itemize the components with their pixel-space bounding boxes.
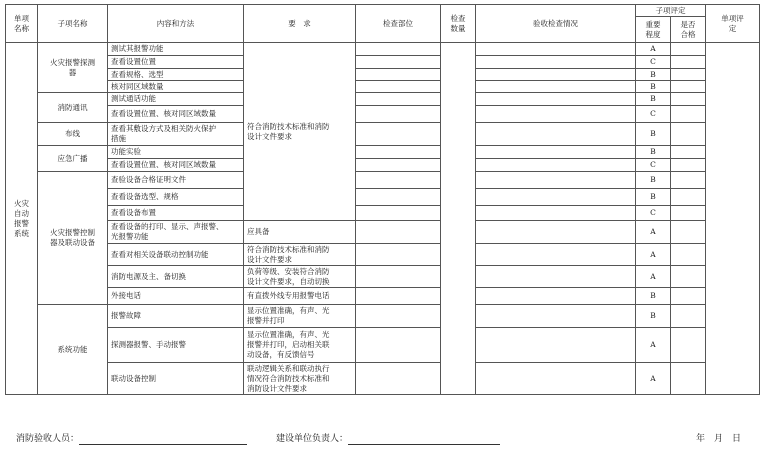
qualified-cell <box>671 43 706 56</box>
header-content-method: 内容和方法 <box>108 5 244 43</box>
inspector-label: 消防验收人员： <box>16 434 80 444</box>
requirement-cell: 显示位置准确，有声、光 报警并打印 <box>244 305 356 328</box>
content-method-cell: 功能实验 <box>108 146 244 159</box>
qualified-cell <box>671 244 706 266</box>
header-acceptance: 验收检查情况 <box>476 5 636 43</box>
acceptance-cell <box>476 221 636 244</box>
header-unit-name: 单项 名称 <box>6 5 38 43</box>
importance-grade-cell: B <box>636 93 671 106</box>
qualified-cell <box>671 159 706 172</box>
sub-item-name-cell: 布线 <box>38 123 108 146</box>
check-part-cell <box>356 56 441 69</box>
importance-grade-cell: C <box>636 206 671 221</box>
content-method-cell: 测试通话功能 <box>108 93 244 106</box>
table-row <box>6 288 760 305</box>
check-part-cell <box>356 363 441 395</box>
sub-item-name-cell: 系统功能 <box>38 305 108 395</box>
header-importance: 重要 程度 <box>636 17 671 43</box>
importance-grade-cell: C <box>636 56 671 69</box>
qualified-cell <box>671 221 706 244</box>
requirement-cell: 负荷等级、安装符合消防 设计文件要求，自动切换 <box>244 266 356 288</box>
content-method-cell: 查看设备的打印、显示、声报警、 光报警功能 <box>108 221 244 244</box>
page-top-margin <box>0 0 764 4</box>
acceptance-cell <box>476 81 636 93</box>
footer-date: 年 月 日 <box>696 434 742 444</box>
content-method-cell: 查看设置位置、核对同区域数量 <box>108 106 244 123</box>
qualified-cell <box>671 288 706 305</box>
table-row <box>6 43 760 56</box>
table-row <box>6 93 760 106</box>
table-row <box>6 123 760 146</box>
qualified-cell <box>671 305 706 328</box>
table-row <box>6 69 760 81</box>
check-part-cell <box>356 288 441 305</box>
importance-grade-cell: A <box>636 221 671 244</box>
importance-grade-cell: B <box>636 69 671 81</box>
qualified-cell <box>671 189 706 206</box>
importance-grade-cell: B <box>636 189 671 206</box>
requirement-cell: 联动逻辑关系和联动执行 情况符合消防技术标准和 消防设计文件要求 <box>244 363 356 395</box>
acceptance-cell <box>476 172 636 189</box>
acceptance-cell <box>476 244 636 266</box>
qualified-cell <box>671 123 706 146</box>
table-row <box>6 56 760 69</box>
check-part-cell <box>356 106 441 123</box>
table-row <box>6 363 760 395</box>
check-part-cell <box>356 206 441 221</box>
header-requirement: 要 求 <box>244 5 356 43</box>
content-method-cell: 报警故障 <box>108 305 244 328</box>
importance-grade-cell: A <box>636 244 671 266</box>
qualified-cell <box>671 56 706 69</box>
table-row <box>6 244 760 266</box>
importance-grade-cell: A <box>636 266 671 288</box>
sub-item-name-cell: 火灾报警探测 器 <box>38 43 108 93</box>
check-part-cell <box>356 81 441 93</box>
qualified-cell <box>671 93 706 106</box>
table-row <box>6 172 760 189</box>
qualified-cell <box>671 81 706 93</box>
qualified-cell <box>671 206 706 221</box>
table-row <box>6 146 760 159</box>
content-method-cell: 查看规格、选型 <box>108 69 244 81</box>
check-part-cell <box>356 159 441 172</box>
requirement-cell: 符合消防技术标准和消防 设计文件要求 <box>244 244 356 266</box>
check-part-cell <box>356 244 441 266</box>
importance-grade-cell: A <box>636 328 671 363</box>
check-part-cell <box>356 69 441 81</box>
content-method-cell: 核对同区域数量 <box>108 81 244 93</box>
qualified-cell <box>671 106 706 123</box>
table-row <box>6 81 760 93</box>
qualified-cell <box>671 172 706 189</box>
content-method-cell: 联动设备控制 <box>108 363 244 395</box>
header-check-count: 检查 数量 <box>441 5 476 43</box>
check-part-cell <box>356 146 441 159</box>
importance-grade-cell: B <box>636 172 671 189</box>
acceptance-cell <box>476 43 636 56</box>
check-part-cell <box>356 43 441 56</box>
table-row <box>6 305 760 328</box>
table-row <box>6 189 760 206</box>
importance-grade-cell: C <box>636 159 671 172</box>
header-qualified: 是否 合格 <box>671 17 706 43</box>
table-row <box>6 159 760 172</box>
acceptance-cell <box>476 266 636 288</box>
importance-grade-cell: B <box>636 288 671 305</box>
header-single-eval: 单项评 定 <box>706 5 760 43</box>
content-method-cell: 查验设备合格证明文件 <box>108 172 244 189</box>
qualified-cell <box>671 363 706 395</box>
header-sub-eval: 子项评定 <box>636 5 706 17</box>
requirement-cell: 应具备 <box>244 221 356 244</box>
content-method-cell: 探测器报警、手动报警 <box>108 328 244 363</box>
importance-grade-cell: B <box>636 146 671 159</box>
builder-signature-line <box>348 435 500 445</box>
qualified-cell <box>671 328 706 363</box>
header-check-part: 检查部位 <box>356 5 441 43</box>
requirement-cell: 符合消防技术标准和消防 设计文件要求 <box>244 43 356 221</box>
single-eval-cell <box>706 43 760 395</box>
sub-item-name-cell: 应急广播 <box>38 146 108 172</box>
importance-grade-cell: B <box>636 123 671 146</box>
table-row <box>6 266 760 288</box>
table-row <box>6 328 760 363</box>
check-part-cell <box>356 328 441 363</box>
qualified-cell <box>671 266 706 288</box>
acceptance-cell <box>476 206 636 221</box>
importance-grade-cell: B <box>636 81 671 93</box>
importance-grade-cell: A <box>636 363 671 395</box>
check-part-cell <box>356 172 441 189</box>
acceptance-cell <box>476 288 636 305</box>
check-part-cell <box>356 266 441 288</box>
footer-inspector <box>16 433 247 445</box>
inspector-signature-line <box>79 435 247 445</box>
content-method-cell: 查看对相关设备联动控制功能 <box>108 244 244 266</box>
table-row <box>6 221 760 244</box>
acceptance-cell <box>476 305 636 328</box>
check-part-cell <box>356 123 441 146</box>
acceptance-cell <box>476 159 636 172</box>
acceptance-cell <box>476 93 636 106</box>
content-method-cell: 测试其报警功能 <box>108 43 244 56</box>
builder-label: 建设单位负责人： <box>276 434 349 444</box>
acceptance-cell <box>476 56 636 69</box>
check-part-cell <box>356 221 441 244</box>
check-part-cell <box>356 189 441 206</box>
qualified-cell <box>671 146 706 159</box>
content-method-cell: 查看设置位置、核对同区域数量 <box>108 159 244 172</box>
content-method-cell: 外接电话 <box>108 288 244 305</box>
check-part-cell <box>356 305 441 328</box>
qualified-cell <box>671 69 706 81</box>
acceptance-cell <box>476 189 636 206</box>
acceptance-cell <box>476 69 636 81</box>
content-method-cell: 查看其敷设方式及相关防火保护 措施 <box>108 123 244 146</box>
table-row <box>6 206 760 221</box>
acceptance-cell <box>476 123 636 146</box>
acceptance-cell <box>476 363 636 395</box>
acceptance-cell <box>476 146 636 159</box>
header-sub-item-name: 子项名称 <box>38 5 108 43</box>
footer-builder <box>276 433 500 445</box>
table-row <box>6 106 760 123</box>
content-method-cell: 消防电源及主、备切换 <box>108 266 244 288</box>
acceptance-cell <box>476 328 636 363</box>
check-part-cell <box>356 93 441 106</box>
acceptance-form-table <box>5 4 760 395</box>
sub-item-name-cell: 火灾报警控制 器及联动设备 <box>38 172 108 305</box>
content-method-cell: 查看设备选型、规格 <box>108 189 244 206</box>
unit-name-cell: 火灾 自动 报警 系统 <box>6 43 38 395</box>
content-method-cell: 查看设备布置 <box>108 206 244 221</box>
importance-grade-cell: A <box>636 43 671 56</box>
sub-item-name-cell: 消防通讯 <box>38 93 108 123</box>
acceptance-cell <box>476 106 636 123</box>
importance-grade-cell: B <box>636 305 671 328</box>
importance-grade-cell: C <box>636 106 671 123</box>
requirement-cell: 有直拨外线专用报警电话 <box>244 288 356 305</box>
requirement-cell: 显示位置准确，有声、光 报警并打印，启动相关联 动设备，有反馈信号 <box>244 328 356 363</box>
check-count-cell <box>441 43 476 395</box>
content-method-cell: 查看设置位置 <box>108 56 244 69</box>
